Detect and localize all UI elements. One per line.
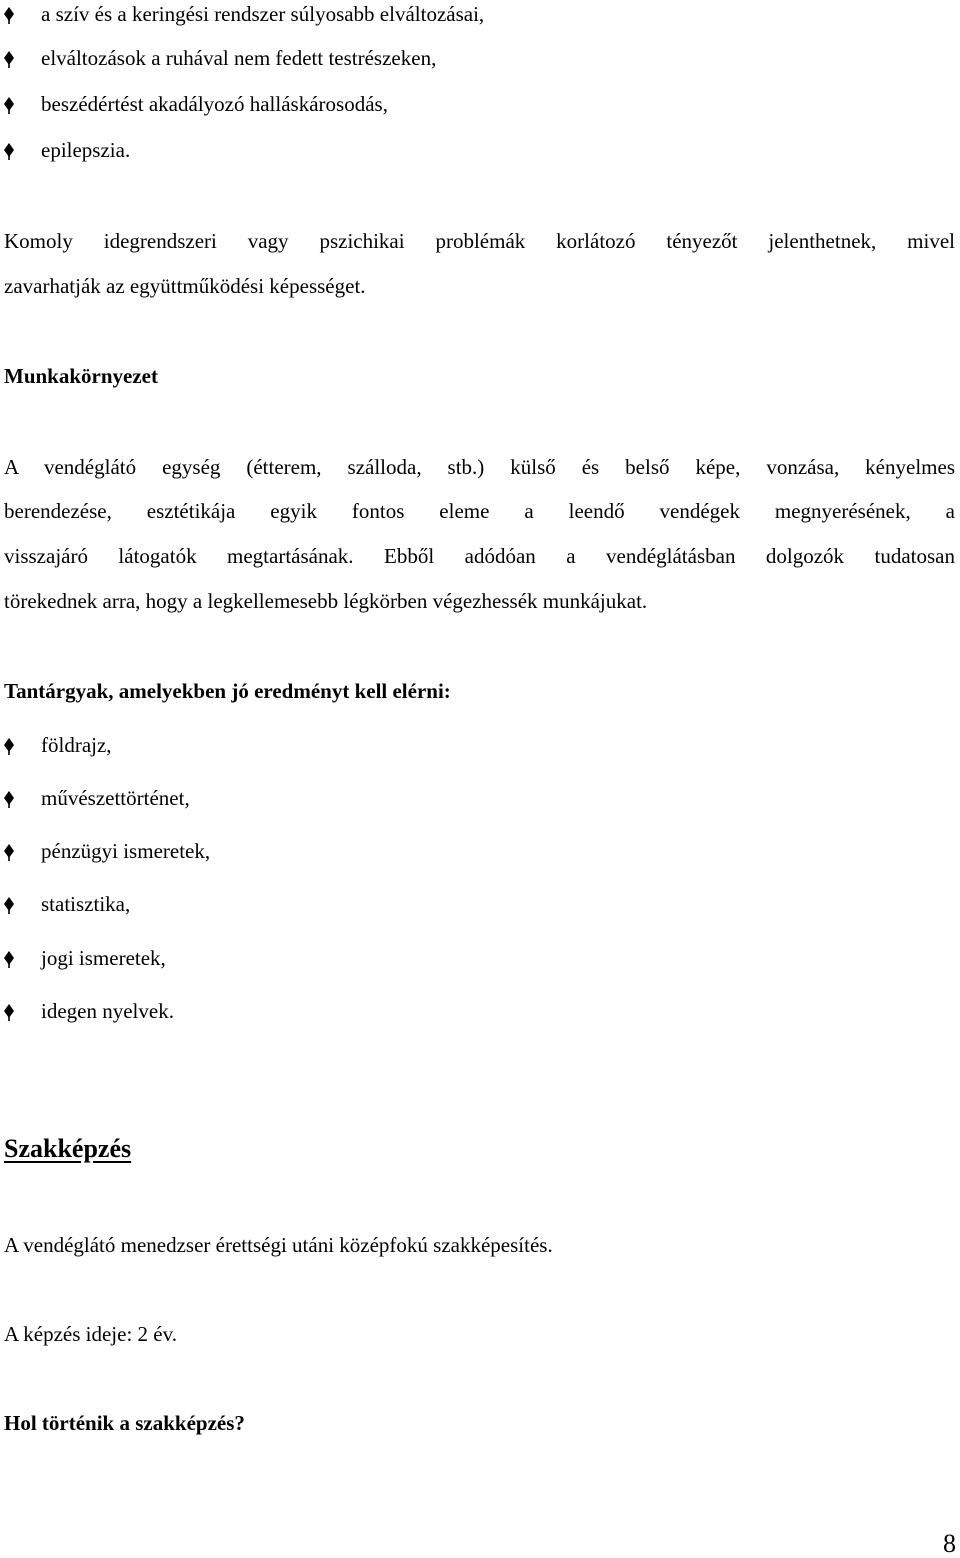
diamond-bullet-icon [3, 96, 15, 114]
section-heading: Tantárgyak, amelyekben jó eredményt kell elérni: [4, 679, 451, 703]
paragraph-line: visszajáró látogatók megtartásának. Ebből adódóan a vendéglátásban dolgozók tudatosan [4, 544, 955, 568]
paragraph-line: Komoly idegrendszeri vagy pszichikai problémák korlátozó tényezőt jelenthetnek, mivel [4, 229, 955, 253]
list-item-text: jogi ismeretek, [41, 946, 166, 970]
list-item-text: epilepszia. [41, 138, 131, 162]
list-item-text: a szív és a keringési rendszer súlyosabb elváltozásai, [41, 2, 485, 26]
list-item-text: művészettörténet, [41, 786, 190, 810]
list-item-text: statisztika, [41, 892, 131, 916]
diamond-bullet-icon [3, 142, 15, 160]
list-item-text: idegen nyelvek. [41, 999, 174, 1023]
list-item-text: pénzügyi ismeretek, [41, 839, 211, 863]
diamond-bullet-icon [3, 950, 15, 968]
diamond-bullet-icon [3, 50, 15, 68]
paragraph-line: törekednek arra, hogy a legkellemesebb légkörben végezhessék munkájukat. [4, 589, 648, 613]
diamond-bullet-icon [3, 790, 15, 808]
diamond-bullet-icon [3, 737, 15, 755]
page-number: 8 [943, 1529, 956, 1558]
diamond-bullet-icon [3, 843, 15, 861]
diamond-bullet-icon [3, 896, 15, 914]
chapter-heading: Szakképzés [4, 1134, 132, 1163]
paragraph-line: zavarhatják az együttműködési képességet. [4, 274, 366, 298]
list-item-text: földrajz, [41, 733, 112, 757]
paragraph-line: A vendéglátó menedzser érettségi utáni középfokú szakképesítés. [4, 1233, 553, 1257]
list-item-text: elváltozások a ruhával nem fedett testrészeken, [41, 46, 437, 70]
diamond-bullet-icon [3, 1003, 15, 1021]
list-item-text: beszédértést akadályozó halláskárosodás, [41, 92, 388, 116]
paragraph-line: A képzés ideje: 2 év. [4, 1322, 177, 1346]
section-heading: Munkakörnyezet [4, 364, 158, 388]
diamond-bullet-icon [3, 6, 15, 24]
paragraph-line: A vendéglátó egység (étterem, szálloda, stb.) külső és belső képe, vonzása, kényelmes [4, 455, 955, 479]
paragraph-line: berendezése, esztétikája egyik fontos eleme a leendő vendégek megnyerésének, a [4, 499, 955, 523]
section-heading: Hol történik a szakképzés? [4, 1411, 245, 1435]
